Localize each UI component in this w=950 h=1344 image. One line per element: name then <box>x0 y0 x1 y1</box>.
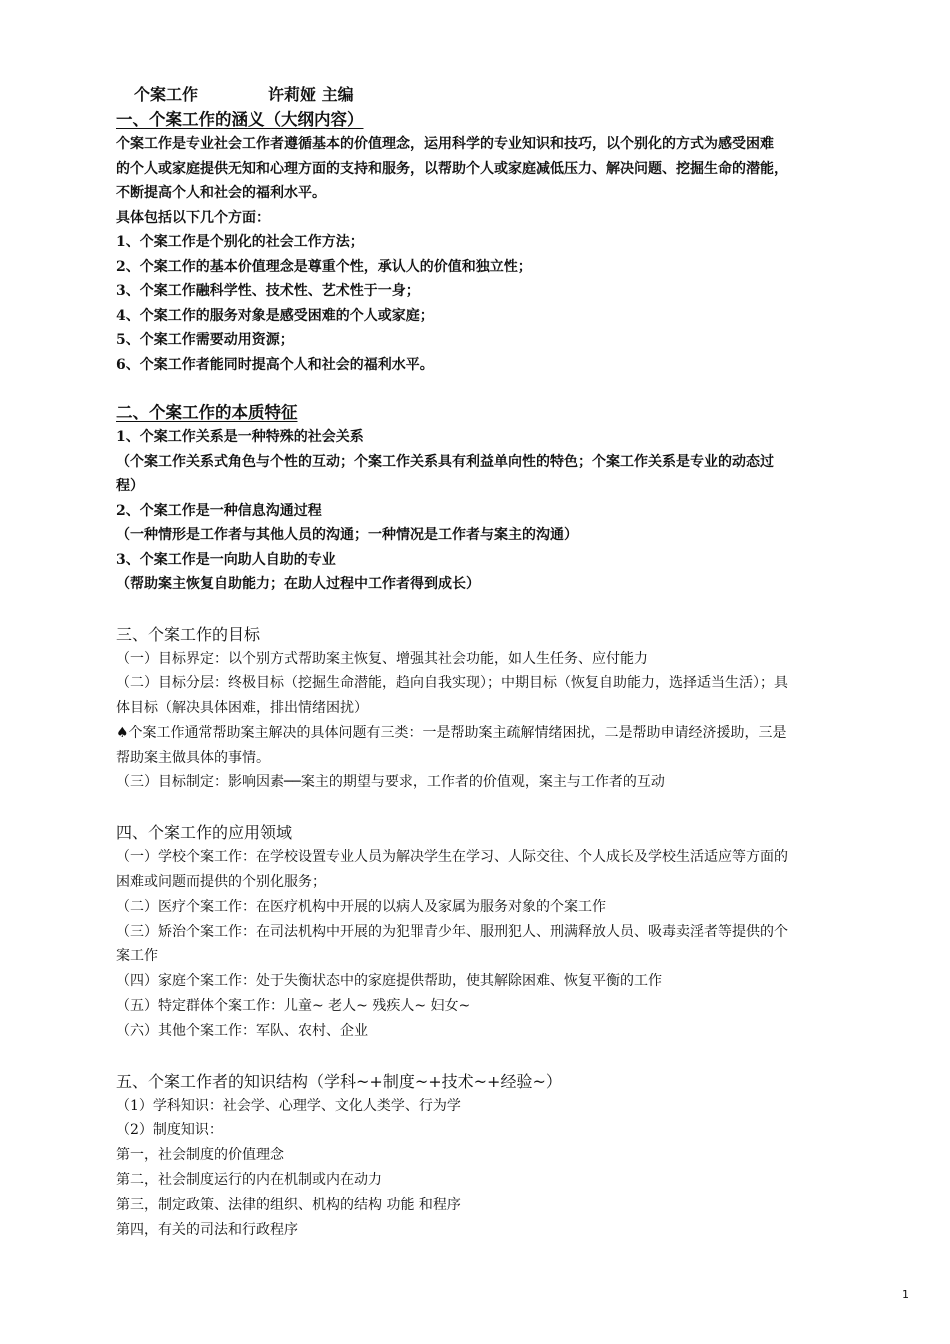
s1-para-line: 的个人或家庭提供无知和心理方面的支持和服务，以帮助个人或家庭减低压力、解决问题、挖掘生命的潜能， <box>116 160 788 177</box>
document-title <box>134 82 916 108</box>
s4-line: （六）其他个案工作：军队、农村、企业 <box>116 1022 368 1039</box>
s5-line: 第三，制定政策、法律的组织、机构的结构 功能 和程序 <box>116 1196 461 1213</box>
s1-para-line: 不断提高个人和社会的福利水平。 <box>116 185 326 201</box>
s3-line: （一）目标界定：以个别方式帮助案主恢复、增强其社会功能，如人生任务、应付能力 <box>116 650 648 667</box>
s5-line: 第四，有关的司法和行政程序 <box>116 1221 298 1238</box>
list-item: 4、个案工作的服务对象是感受困难的个人或家庭； <box>116 307 434 324</box>
list-item: 5、个案工作需要动用资源； <box>116 332 294 348</box>
section-2-heading: 二、个案工作的本质特征 <box>116 403 298 422</box>
s4-line: 困难或问题而提供的个别化服务； <box>116 874 326 891</box>
document-page <box>116 82 916 1242</box>
title-right: 许莉娅 主编 <box>268 85 354 104</box>
s3-line: 体目标（解决具体困难，排出情绪困扰） <box>116 700 368 717</box>
s3-line: ♠个案工作通常帮助案主解决的具体问题有三类：一是帮助案主疏解情绪困扰，二是帮助申请经济援助，三是 <box>116 724 787 741</box>
spacer <box>116 377 916 401</box>
s2-line: （个案工作关系式角色与个性的互动；个案工作关系具有利益单向性的特色；个案工作关系是专业的动态过 <box>116 453 774 470</box>
section-3-heading: 三、个案工作的目标 <box>116 624 261 644</box>
s4-line: （二）医疗个案工作：在医疗机构中开展的以病人及家属为服务对象的个案工作 <box>116 898 606 915</box>
list-item: 1、个案工作是个别化的社会工作方法； <box>116 234 364 250</box>
s4-line: 案工作 <box>116 948 158 965</box>
section-5-heading: 五、个案工作者的知识结构（学科~+制度~+技术~+经验~） <box>116 1071 562 1091</box>
list-item: 2、个案工作的基本价值理念是尊重个性，承认人的价值和独立性； <box>116 258 532 275</box>
s2-line: 程） <box>116 478 144 494</box>
s4-line: （五）特定群体个案工作：儿童~ 老人~ 残疾人~ 妇女~ <box>116 998 471 1015</box>
s2-line: （一种情形是工作者与其他人员的沟通；一种情况是工作者与案主的沟通） <box>116 527 578 543</box>
s4-line: （四）家庭个案工作：处于失衡状态中的家庭提供帮助，使其解除困难、恢复平衡的工作 <box>116 973 662 990</box>
s2-line: 1、个案工作关系是一种特殊的社会关系 <box>116 429 364 445</box>
s2-line: （帮助案主恢复自助能力；在助人过程中工作者得到成长） <box>116 576 480 592</box>
s3-line: 帮助案主做具体的事情。 <box>116 749 270 766</box>
s3-line: （三）目标制定：影响因素──案主的期望与要求，工作者的价值观，案主与工作者的互动 <box>116 774 665 791</box>
spacer <box>116 795 916 821</box>
section-1-heading: 一、个案工作的涵义（大纲内容） <box>116 110 364 129</box>
s4-line: （三）矫治个案工作：在司法机构中开展的为犯罪青少年、服刑犯人、刑满释放人员、吸毒卖淫者等提供的个 <box>116 923 788 940</box>
spacer <box>116 597 916 623</box>
s4-line: （一）学校个案工作：在学校设置专业人员为解决学生在学习、人际交往、个人成长及学校生活适应等方面的 <box>116 849 788 866</box>
s1-para-line: 个案工作是专业社会工作者遵循基本的价值理念，运用科学的专业知识和技巧，以个别化的方式为感受困难 <box>116 136 774 152</box>
s1-intro: 具体包括以下几个方面： <box>116 209 270 226</box>
list-item: 6、个案工作者能同时提高个人和社会的福利水平。 <box>116 356 434 373</box>
s5-line: 第一，社会制度的价值理念 <box>116 1147 284 1164</box>
s2-line: 2、个案工作是一种信息沟通过程 <box>116 502 322 519</box>
section-4-heading: 四、个案工作的应用领域 <box>116 823 293 843</box>
spacer <box>116 1044 916 1070</box>
list-item: 3、个案工作融科学性、技术性、艺术性于一身； <box>116 283 420 299</box>
s5-line: （2）制度知识： <box>116 1122 223 1139</box>
s5-line: 第二，社会制度运行的内在机制或内在动力 <box>116 1172 382 1189</box>
s3-line: （二）目标分层：终极目标（挖掘生命潜能，趋向自我实现）；中期目标（恢复自助能力，选择适当生活）；具 <box>116 675 788 692</box>
title-left: 个案工作 <box>134 85 199 104</box>
s2-line: 3、个案工作是一向助人自助的专业 <box>116 551 336 568</box>
s5-line: （1）学科知识：社会学、心理学、文化人类学、行为学 <box>116 1097 461 1114</box>
page-number: 1 <box>902 1288 909 1301</box>
